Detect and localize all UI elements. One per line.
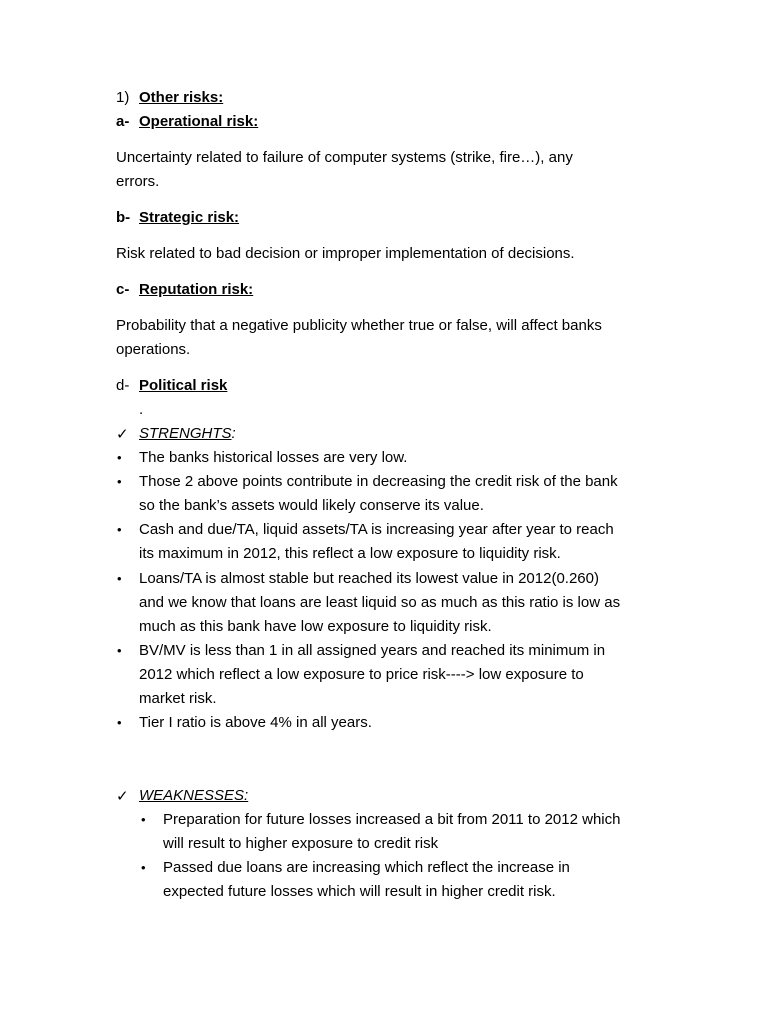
bullet-icon: • bbox=[141, 812, 146, 827]
risk-marker-d: d- bbox=[116, 377, 130, 394]
bullet-icon: • bbox=[141, 860, 146, 875]
weakness-item-1-line2: will result to higher exposure to credit risk bbox=[163, 835, 439, 852]
strength-item-6-line1: Tier I ratio is above 4% in all years. bbox=[139, 714, 372, 731]
weakness-item-2-line2: expected future losses which will result in higher credit risk. bbox=[163, 883, 556, 900]
risk-marker-c: c- bbox=[116, 281, 130, 298]
risk-marker-a: a- bbox=[116, 113, 130, 130]
bullet-icon: • bbox=[117, 474, 122, 489]
section-heading: Other risks: bbox=[139, 89, 224, 106]
strength-item-2-line2: so the bank’s assets would likely conserve its value. bbox=[139, 497, 484, 514]
risk-text-strategic-line1: Risk related to bad decision or improper implementation of decisions. bbox=[116, 245, 575, 262]
strengths-heading-text: STRENGHTS bbox=[139, 425, 232, 442]
section-number: 1) bbox=[116, 89, 130, 106]
strength-item-5-line1: BV/MV is less than 1 in all assigned years and reached its minimum in bbox=[139, 642, 606, 659]
strengths-heading-colon: : bbox=[231, 425, 236, 442]
risk-text-political-line1: . bbox=[139, 401, 144, 418]
strength-item-1-line1: The banks historical losses are very low. bbox=[139, 449, 408, 466]
strength-item-2-line1: Those 2 above points contribute in decreasing the credit risk of the bank bbox=[139, 473, 618, 490]
risk-heading-political: Political risk bbox=[139, 377, 228, 394]
risk-heading-operational: Operational risk: bbox=[139, 113, 259, 130]
weakness-item-1-line1: Preparation for future losses increased a bit from 2011 to 2012 which bbox=[163, 811, 621, 828]
risk-text-operational-line2: errors. bbox=[116, 173, 160, 190]
strength-item-4-line2: and we know that loans are least liquid so as much as this ratio is low as bbox=[139, 594, 621, 611]
risk-heading-reputation: Reputation risk: bbox=[139, 281, 254, 298]
checkmark-icon: ✓ bbox=[116, 425, 129, 443]
strength-item-3-line2: its maximum in 2012, this reflect a low exposure to liquidity risk. bbox=[139, 545, 561, 562]
risk-text-reputation-line1: Probability that a negative publicity whether true or false, will affect banks bbox=[116, 317, 602, 334]
bullet-icon: • bbox=[117, 643, 122, 658]
weakness-item-2-line1: Passed due loans are increasing which reflect the increase in bbox=[163, 859, 570, 876]
checkmark-icon: ✓ bbox=[116, 787, 129, 805]
strength-item-3-line1: Cash and due/TA, liquid assets/TA is increasing year after year to reach bbox=[139, 521, 614, 538]
strength-item-5-line3: market risk. bbox=[139, 690, 217, 707]
bullet-icon: • bbox=[117, 715, 122, 730]
strength-item-5-line2: 2012 which reflect a low exposure to price risk----> low exposure to bbox=[139, 666, 584, 683]
bullet-icon: • bbox=[117, 571, 122, 586]
strength-item-4-line1: Loans/TA is almost stable but reached its lowest value in 2012(0.260) bbox=[139, 570, 599, 587]
strengths-heading bbox=[139, 424, 236, 444]
strength-item-4-line3: much as this bank have low exposure to liquidity risk. bbox=[139, 618, 492, 635]
risk-heading-strategic: Strategic risk: bbox=[139, 209, 240, 226]
bullet-icon: • bbox=[117, 450, 122, 465]
weaknesses-heading: WEAKNESSES: bbox=[139, 787, 249, 804]
risk-marker-b: b- bbox=[116, 209, 131, 226]
risk-text-reputation-line2: operations. bbox=[116, 341, 191, 358]
bullet-icon: • bbox=[117, 522, 122, 537]
risk-text-operational-line1: Uncertainty related to failure of computer systems (strike, fire…), any bbox=[116, 149, 573, 166]
